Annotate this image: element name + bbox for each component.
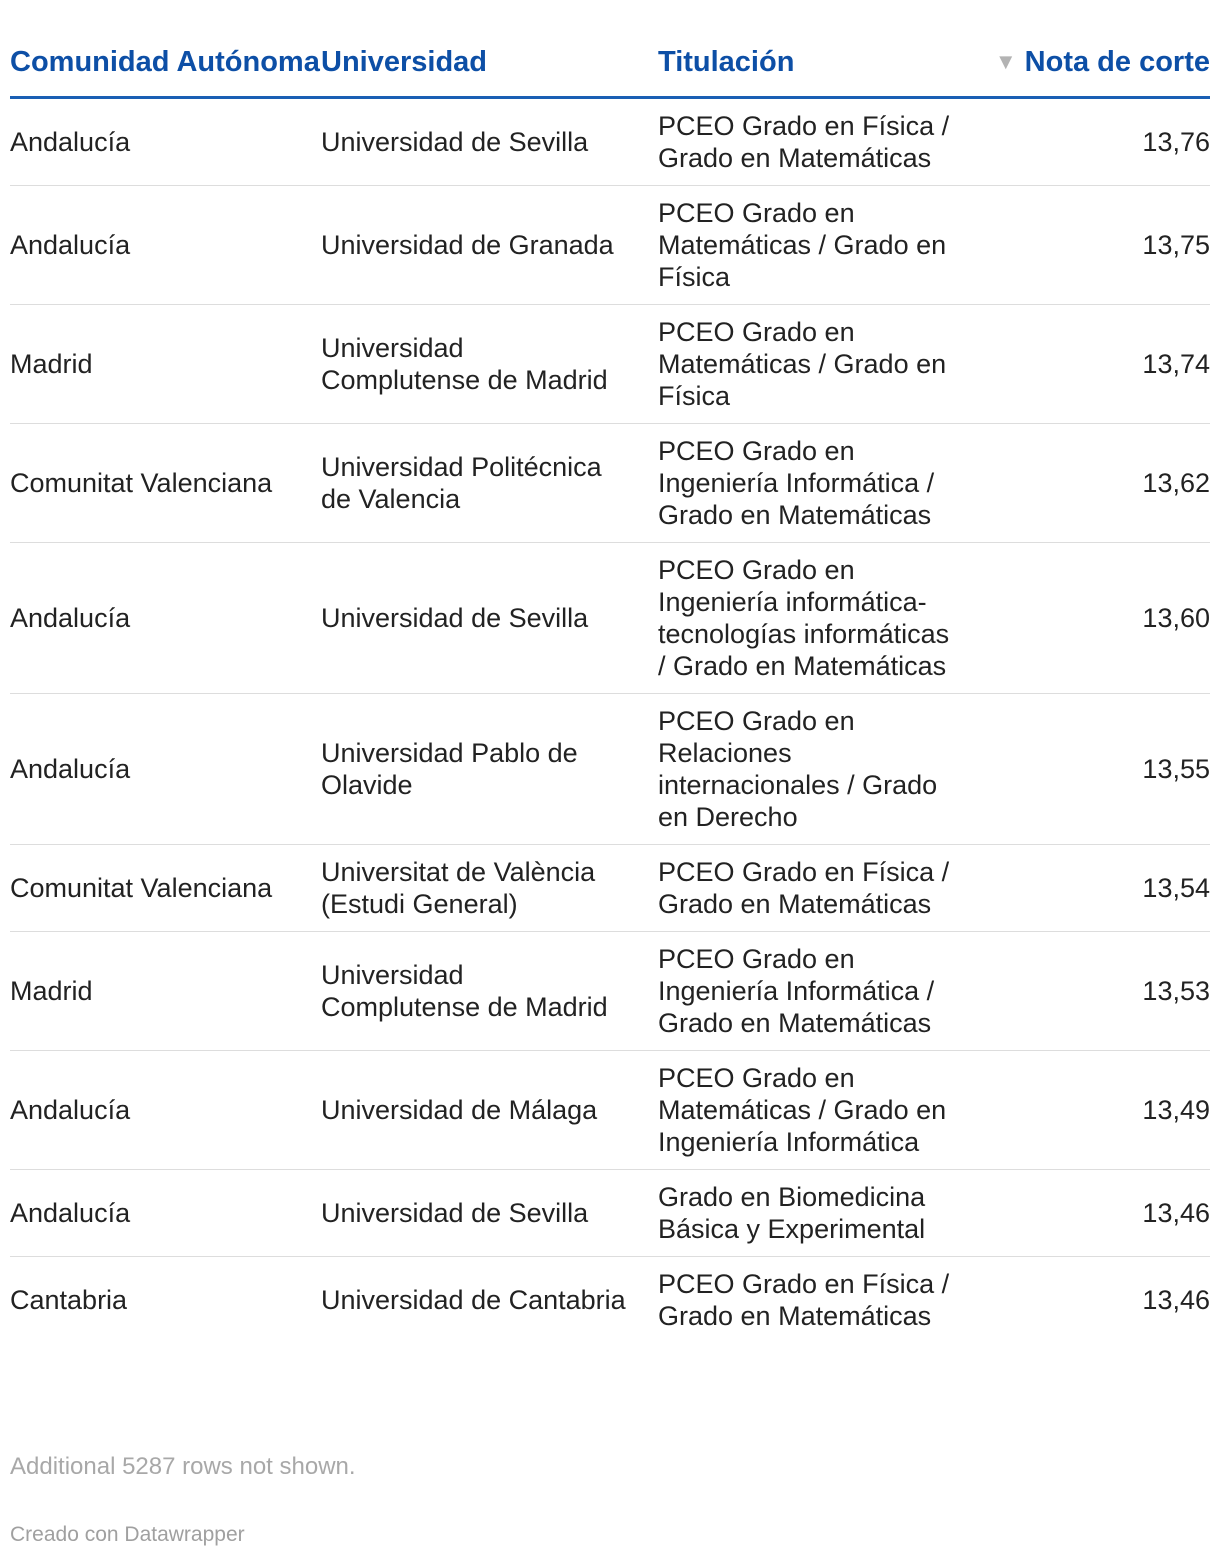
cell-nota-de-corte: 13,46 [1142, 1285, 1210, 1315]
table-row [10, 98, 1210, 186]
cell-universidad: Universidad Complutense de Madrid [321, 932, 658, 1051]
cell-titulacion: PCEO Grado en Física / Grado en Matemáticas [658, 98, 988, 186]
cell-universidad: Universidad Complutense de Madrid [321, 305, 658, 424]
table-header [10, 44, 1210, 98]
column-header-label: Nota de corte [1024, 46, 1210, 78]
column-header-nota-de-corte[interactable] [988, 44, 1210, 98]
column-header-label: Titulación [658, 46, 795, 78]
cell-titulacion: PCEO Grado en Relaciones internacionales / Grado en Derecho [658, 694, 988, 845]
cell-comunidad: Andalucía [10, 1170, 321, 1257]
table-row [10, 932, 1210, 1051]
table-row [10, 1170, 1210, 1257]
cell-titulacion: PCEO Grado en Ingeniería Informática / Grado en Matemáticas [658, 932, 988, 1051]
cell-nota-de-corte: 13,54 [988, 845, 1210, 932]
cell-nota-de-corte: 13,74 [988, 305, 1210, 424]
cell-universidad: Universidad de Granada [321, 186, 658, 305]
cell-nota-de-corte: 13,62 [988, 424, 1210, 543]
triangle-down-icon: ▼ [994, 49, 1017, 74]
table-row [10, 543, 1210, 694]
cell-nota-de-corte: 13,75 [988, 186, 1210, 305]
cell-titulacion: PCEO Grado en Matemáticas / Grado en Física [658, 305, 988, 424]
cell-comunidad: Comunitat Valenciana [10, 845, 321, 932]
column-header-comunidad[interactable] [10, 44, 321, 98]
cell-comunidad: Madrid [10, 932, 321, 1051]
cell-nota-de-corte: 13,60 [988, 543, 1210, 694]
cell-titulacion: PCEO Grado en Matemáticas / Grado en Ingeniería Informática [658, 1051, 988, 1170]
table-row [10, 1257, 1210, 1344]
table-row [10, 1051, 1210, 1170]
table-row [10, 845, 1210, 932]
cell-universidad: Universidad de Sevilla [321, 98, 658, 186]
cell-universidad: Universidad Politécnica de Valencia [321, 424, 658, 543]
cell-nota-de-corte: 13,76 [988, 98, 1210, 186]
rows-not-shown-note: Additional 5287 rows not shown. [10, 1453, 356, 1480]
cell-titulacion: PCEO Grado en Ingeniería Informática / Grado en Matemáticas [658, 424, 988, 543]
cell-nota-de-corte: 13,49 [988, 1051, 1210, 1170]
column-header-universidad[interactable] [321, 44, 658, 98]
cell-nota-de-corte: 13,46 [988, 1170, 1210, 1257]
table-row [10, 694, 1210, 845]
table-row [10, 305, 1210, 424]
cell-nota-de-corte: 13,55 [988, 694, 1210, 845]
cell-titulacion: PCEO Grado en Ingeniería informática-tecnologías informáticas / Grado en Matemáticas [658, 543, 988, 694]
table-row [10, 186, 1210, 305]
cell-comunidad: Cantabria [10, 1285, 128, 1315]
cell-nota-de-corte: 13,53 [988, 932, 1210, 1051]
cell-universidad: Universidad de Sevilla [321, 1170, 658, 1257]
cell-titulacion: PCEO Grado en Física / Grado en Matemáticas [658, 1269, 950, 1331]
cell-universidad: Universidad de Cantabria [321, 1285, 626, 1315]
header-row [10, 44, 1210, 98]
cell-comunidad: Comunitat Valenciana [10, 424, 321, 543]
cell-comunidad: Andalucía [10, 694, 321, 845]
data-table-container [10, 44, 1210, 1343]
cell-comunidad: Madrid [10, 305, 321, 424]
cell-comunidad: Andalucía [10, 98, 321, 186]
table-row [10, 424, 1210, 543]
datawrapper-credit[interactable]: Creado con Datawrapper [10, 1523, 245, 1546]
cell-universidad: Universidad de Sevilla [321, 543, 658, 694]
cell-universidad: Universidad de Málaga [321, 1051, 658, 1170]
column-header-label: Comunidad Autónoma [10, 46, 320, 78]
cell-universidad: Universidad Pablo de Olavide [321, 694, 658, 845]
cell-titulacion: PCEO Grado en Matemáticas / Grado en Física [658, 186, 988, 305]
cell-comunidad: Andalucía [10, 186, 321, 305]
table-body [10, 98, 1210, 1344]
column-header-titulacion[interactable] [658, 44, 988, 98]
cell-titulacion: PCEO Grado en Física / Grado en Matemáticas [658, 845, 988, 932]
cell-titulacion: Grado en Biomedicina Básica y Experimental [658, 1170, 988, 1257]
cell-comunidad: Andalucía [10, 543, 321, 694]
cell-comunidad: Andalucía [10, 1051, 321, 1170]
column-header-label: Universidad [321, 46, 487, 78]
cell-universidad: Universitat de València (Estudi General) [321, 845, 658, 932]
data-table [10, 44, 1210, 1343]
